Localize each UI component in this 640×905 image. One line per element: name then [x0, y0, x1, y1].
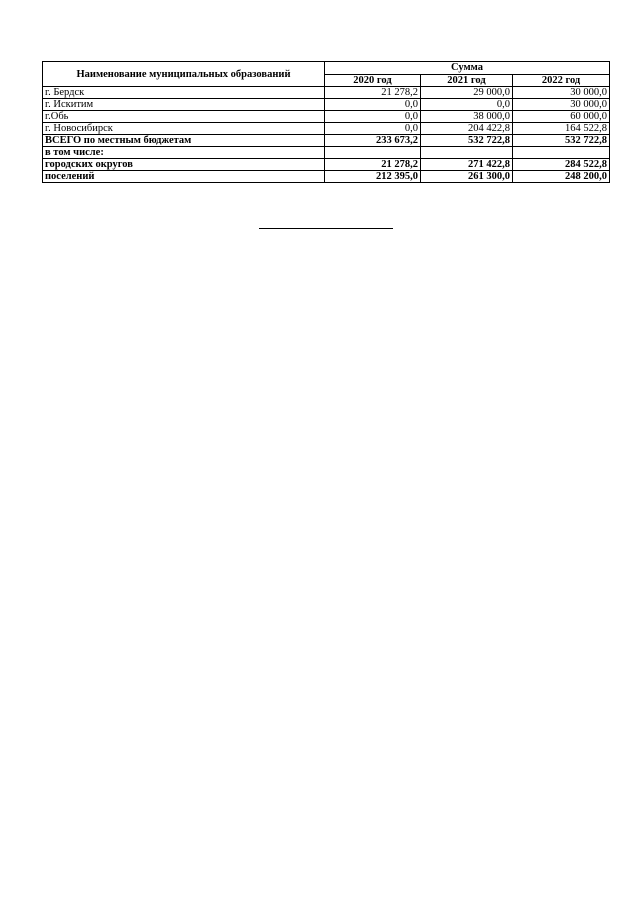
value-2020: 0,0	[325, 99, 421, 111]
empty-cell	[513, 147, 610, 159]
total-value-2020: 233 673,2	[325, 135, 421, 147]
settlements-row	[43, 171, 610, 183]
year-header-2021: 2021 год	[421, 74, 513, 87]
value-2022: 164 522,8	[513, 123, 610, 135]
city-districts-value-2022: 284 522,8	[513, 159, 610, 171]
municipality-name: г. Новосибирск	[43, 123, 325, 135]
settlements-value-2022: 248 200,0	[513, 171, 610, 183]
municipality-name: г. Бердск	[43, 87, 325, 99]
city-districts-value-2020: 21 278,2	[325, 159, 421, 171]
settlements-label: поселений	[43, 171, 325, 183]
header-row	[43, 62, 610, 75]
including-row	[43, 147, 610, 159]
value-2022: 30 000,0	[513, 87, 610, 99]
including-label: в том числе:	[43, 147, 325, 159]
settlements-value-2020: 212 395,0	[325, 171, 421, 183]
sum-group-header: Сумма	[325, 62, 610, 75]
city-districts-value-2021: 271 422,8	[421, 159, 513, 171]
municipality-column-header: Наименование муниципальных образований	[43, 62, 325, 87]
empty-cell	[325, 147, 421, 159]
value-2022: 60 000,0	[513, 111, 610, 123]
total-value-2021: 532 722,8	[421, 135, 513, 147]
total-label: ВСЕГО по местным бюджетам	[43, 135, 325, 147]
value-2021: 38 000,0	[421, 111, 513, 123]
value-2021: 204 422,8	[421, 123, 513, 135]
municipality-name: г. Искитим	[43, 99, 325, 111]
value-2020: 21 278,2	[325, 87, 421, 99]
value-2021: 0,0	[421, 99, 513, 111]
year-header-2022: 2022 год	[513, 74, 610, 87]
table-row	[43, 123, 610, 135]
table-row	[43, 111, 610, 123]
value-2020: 0,0	[325, 111, 421, 123]
municipality-name: г.Обь	[43, 111, 325, 123]
empty-cell	[421, 147, 513, 159]
total-row	[43, 135, 610, 147]
value-2020: 0,0	[325, 123, 421, 135]
value-2022: 30 000,0	[513, 99, 610, 111]
year-header-2020: 2020 год	[325, 74, 421, 87]
end-separator-line	[259, 228, 393, 229]
settlements-value-2021: 261 300,0	[421, 171, 513, 183]
city-districts-row	[43, 159, 610, 171]
city-districts-label: городских округов	[43, 159, 325, 171]
value-2021: 29 000,0	[421, 87, 513, 99]
table-row	[43, 99, 610, 111]
total-value-2022: 532 722,8	[513, 135, 610, 147]
budget-table	[42, 61, 610, 183]
table-row	[43, 87, 610, 99]
